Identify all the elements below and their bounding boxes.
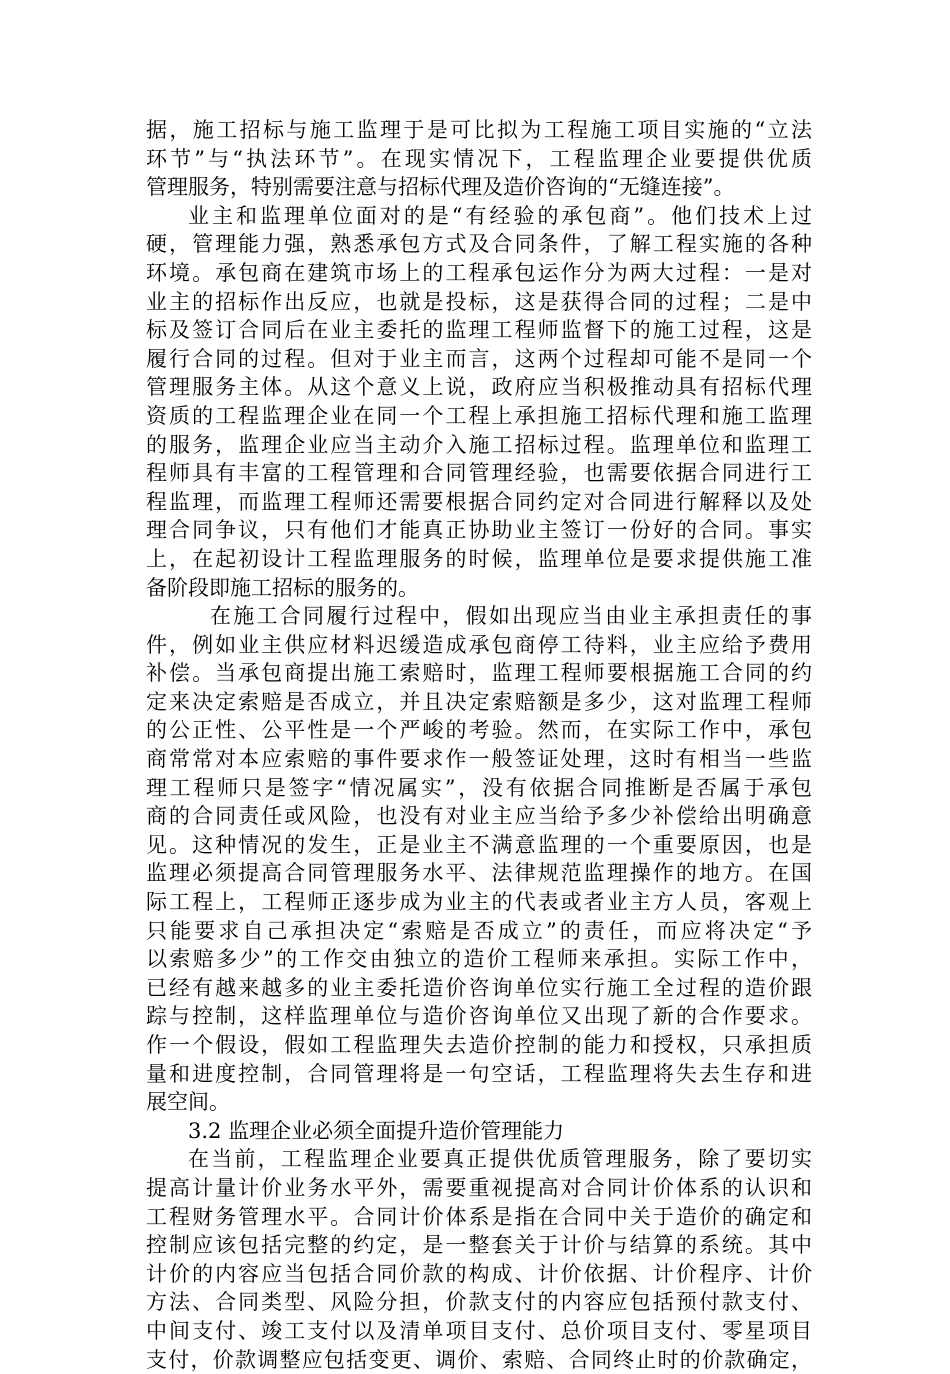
text-line: 程师具有丰富的工程管理和合同管理经验，也需要依据合同进行工: [146, 461, 812, 486]
text-line: 展空间。: [146, 1090, 230, 1115]
section-heading: 3.2 监理企业必须全面提升造价管理能力: [188, 1118, 565, 1143]
text-line: 以索赔多少”的工作交由独立的造价工程师来承担。实际工作中，: [146, 947, 812, 972]
paragraph-first-line: 业主和监理单位面对的是“有经验的承包商”。他们技术上过: [188, 203, 812, 228]
text-line: 量和进度控制，合同管理将是一句空话，工程监理将失去生存和进: [146, 1061, 812, 1086]
text-line: 支付，价款调整应包括变更、调价、索赔、合同终止时的价款确定，: [146, 1347, 812, 1372]
text-line: 的公正性、公平性是一个严峻的考验。然而，在实际工作中，承包: [146, 718, 812, 743]
text-line: 计价的内容应当包括合同价款的构成、计价依据、计价程序、计价: [146, 1261, 812, 1286]
text-line: 监理必须提高合同管理服务水平、法律规范监理操作的地方。在国: [146, 861, 812, 886]
text-line: 理工程师只是签字“情况属实”，没有依据合同推断是否属于承包: [146, 775, 812, 800]
paragraph-first-line: 在当前，工程监理企业要真正提供优质管理服务，除了要切实: [188, 1147, 812, 1172]
text-line: 踪与控制，这样监理单位与造价咨询单位又出现了新的合作要求。: [146, 1004, 812, 1029]
text-line: 见。这种情况的发生，正是业主不满意监理的一个重要原因，也是: [146, 832, 812, 857]
text-line: 业主的招标作出反应，也就是投标，这是获得合同的过程；二是中: [146, 289, 812, 314]
paragraph-first-line: 在施工合同履行过程中，假如出现应当由业主承担责任的事: [210, 604, 812, 629]
text-line: 管理服务，特别需要注意与招标代理及造价咨询的“无缝连接”。: [146, 175, 735, 200]
text-line: 工程财务管理水平。合同计价体系是指在合同中关于造价的确定和: [146, 1204, 812, 1229]
text-line: 硬，管理能力强，熟悉承包方式及合同条件，了解工程实施的各种: [146, 232, 812, 257]
text-line: 备阶段即施工招标的服务的。: [146, 575, 419, 600]
text-line: 程监理，而监理工程师还需要根据合同约定对合同进行解释以及处: [146, 489, 812, 514]
text-line: 件，例如业主供应材料迟缓造成承包商停工待料，业主应给予费用: [146, 632, 812, 657]
text-line: 管理服务主体。从这个意义上说，政府应当积极推动具有招标代理: [146, 375, 812, 400]
text-line: 履行合同的过程。但对于业主而言，这两个过程却可能不是同一个: [146, 346, 812, 371]
text-line: 的服务，监理企业应当主动介入施工招标过程。监理单位和监理工: [146, 432, 812, 457]
text-line: 控制应该包括完整的约定，是一整套关于计价与结算的系统。其中: [146, 1233, 812, 1258]
text-line: 只能要求自己承担决定“索赔是否成立”的责任，而应将决定“予: [146, 918, 812, 943]
text-line: 理合同争议，只有他们才能真正协助业主签订一份好的合同。事实: [146, 518, 812, 543]
text-line: 补偿。当承包商提出施工索赔时，监理工程师要根据施工合同的约: [146, 661, 812, 686]
body-text: [146, 116, 812, 1374]
text-line: 商常常对本应索赔的事件要求作一般签证处理，这时有相当一些监: [146, 747, 812, 772]
text-line: 标及签订合同后在业主委托的监理工程师监督下的施工过程，这是: [146, 318, 812, 343]
text-line: 提高计量计价业务水平外，需要重视提高对合同计价体系的认识和: [146, 1175, 812, 1200]
text-line: 据，施工招标与施工监理于是可比拟为工程施工项目实施的“立法: [146, 118, 812, 142]
text-line: 作一个假设，假如工程监理失去造价控制的能力和授权，只承担质: [146, 1033, 812, 1057]
text-line: 上，在起初设计工程监理服务的时候，监理单位是要求提供施工准: [146, 546, 812, 571]
text-line: 已经有越来越多的业主委托造价咨询单位实行施工全过程的造价跟: [146, 975, 812, 1000]
text-line: 环境。承包商在建筑市场上的工程承包运作分为两大过程：一是对: [146, 260, 812, 285]
text-line: 中间支付、竣工支付以及清单项目支付、总价项目支付、零星项目: [146, 1318, 812, 1343]
text-line: 商的合同责任或风险，也没有对业主应当给予多少补偿给出明确意: [146, 804, 812, 829]
text-line: 定来决定索赔是否成立，并且决定索赔额是多少，这对监理工程师: [146, 689, 812, 714]
text-line: 资质的工程监理企业在同一个工程上承担施工招标代理和施工监理: [146, 403, 812, 428]
text-line: 际工程上，工程师正逐步成为业主的代表或者业主方人员，客观上: [146, 890, 812, 915]
text-line: 方法、合同类型、风险分担，价款支付的内容应包括预付款支付、: [146, 1290, 812, 1315]
text-line: 环节”与“执法环节”。在现实情况下，工程监理企业要提供优质: [146, 146, 812, 171]
